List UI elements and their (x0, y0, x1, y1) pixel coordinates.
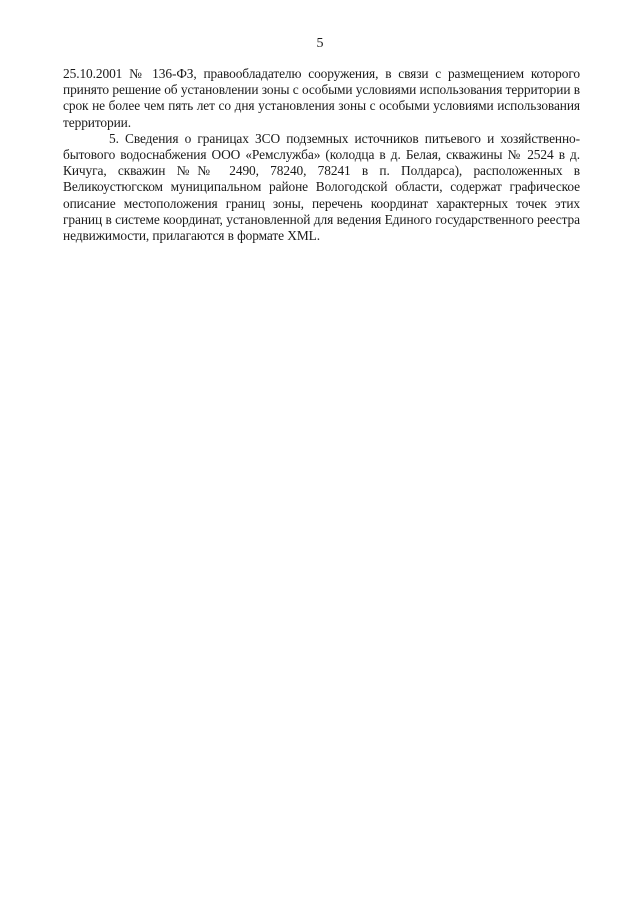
paragraph-continuation: 25.10.2001 № 136-ФЗ, правообладателю сооружения, в связи с размещением которого принято решение об установлении зоны с особыми условиями использования территории в срок не более чем пять лет со дня установления зоны с особыми условиями использования территории. (63, 66, 580, 130)
page-number: 5 (316, 36, 324, 51)
paragraph-item-5: 5. Сведения о границах ЗСО подземных источников питьевого и хозяйственно-бытового водоснабжения ООО «Ремслужба» (колодца в д. Белая, скважины № 2524 в д. Кичуга, скважин №№ 2490, 78240, 78241 в п. Полдарса), расположенных в Великоустюгском муниципальном районе Вологодской области, содержат графическое описание местоположения границ зоны, перечень координат характерных точек этих границ в системе координат, установленной для ведения Единого государственного реестра недвижимости, прилагаются в формате XML. (63, 130, 580, 244)
document-body (63, 66, 580, 244)
